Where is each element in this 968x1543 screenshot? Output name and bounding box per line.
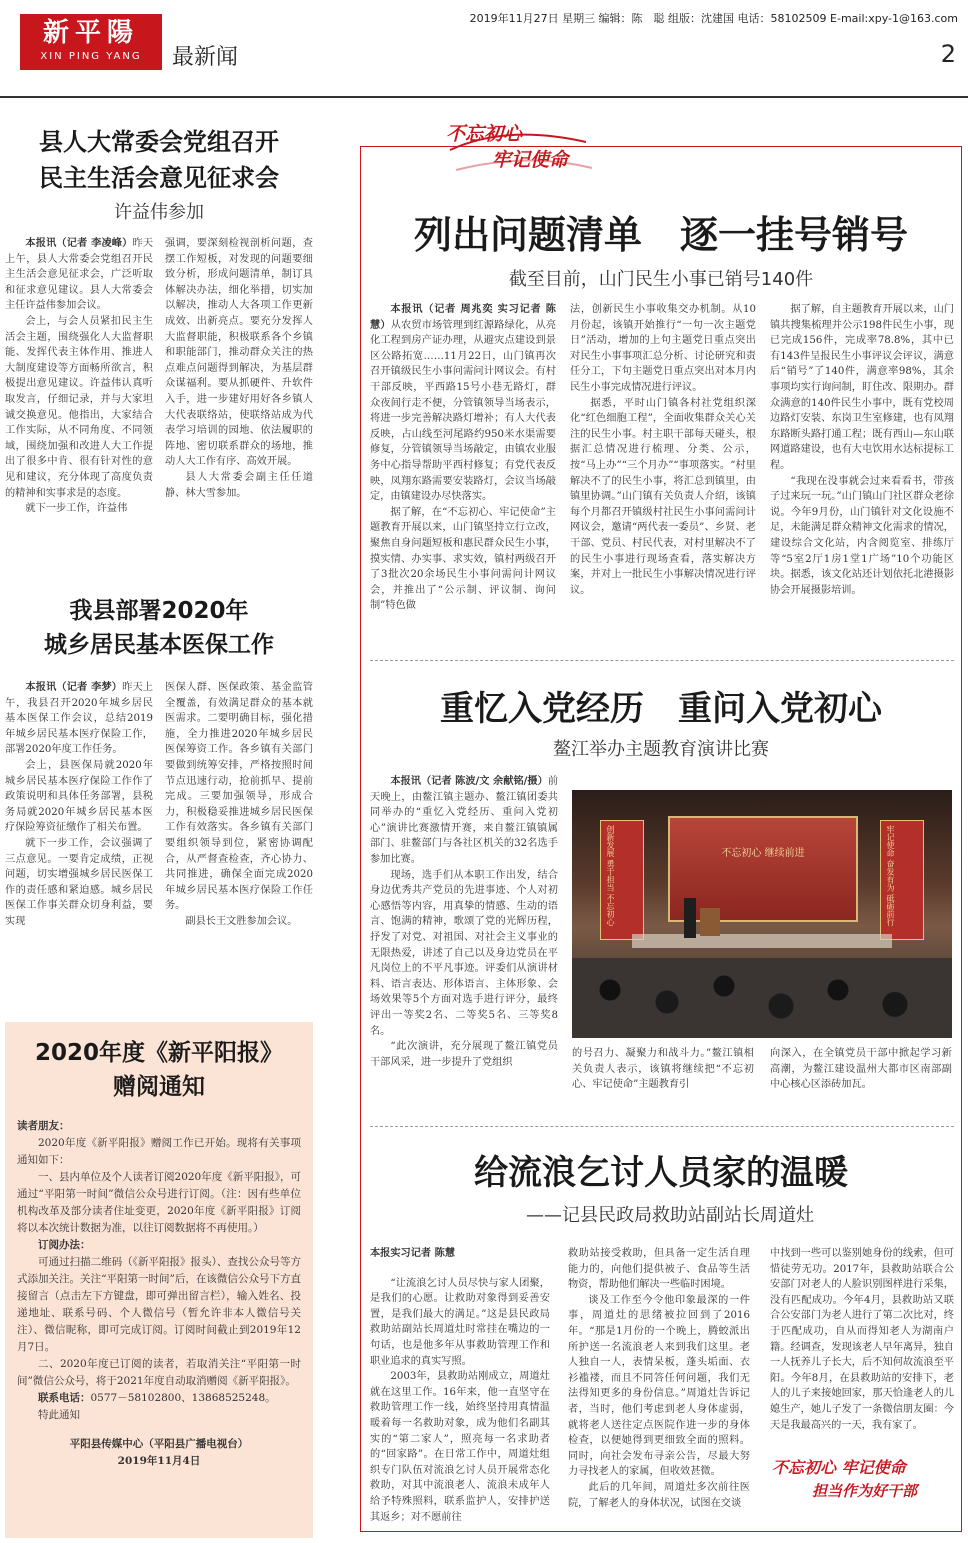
header-rule [0, 96, 968, 98]
text: 前天晚上，由鳌江镇主题办、鳌江镇团委共同举办的“重忆入党经历、重问入党初心”演讲比赛激情开赛，来自鳌江镇镇属部门、驻鳌部门与各社区机关的32名选手参加比赛。 [370, 776, 558, 865]
paragraph: 就下一步工作，许益伟 [25, 503, 128, 515]
paragraph: 可通过扫描二维码（《新平阳报》报头）、查找公众号等方式添加关注。关注“平阳第一时间”后，在该微信公众号下方直接留言（点击左下方键盘，即可弹出留言栏），输入姓名、投递地址、联系号码、个人微信号（暂允许非本人微信号关注）、微信昵称，即可完成订阅。订阅时间截止到2019年12月7日。 [17, 1256, 301, 1353]
right-banner [880, 820, 924, 940]
paragraph: 2003年，县救助站刚成立，周道灶就在这里工作。16年来，他一直坚守在救助管理工作一线，始终坚持用真情温暖着每一名救助对象，成为他们名副其实的“第二家人”，照亮每一名求助者的“回家路”。在日常工作中，周道灶组织专门队伍对流浪乞讨人员开展常态化救助，对其中流浪老人、流浪未成年人给予特殊照料，联系监护人，安排护送其返乡；对不愿前往 [370, 1371, 550, 1523]
bottom-stamp-line1: 不忘初心 牢记使命 [772, 1458, 906, 1477]
article5-col1 [370, 1246, 550, 1528]
notice-body [5, 1104, 313, 1470]
divider [370, 1126, 954, 1127]
stage-banner-text: 不忘初心 继续前进 [721, 848, 805, 859]
article5-headline: 给流浪乞讨人员家的温暖 [474, 1153, 848, 1193]
paragraph: 会上，与会人员紧扣民主生活会主题，围绕强化人大监督职能、发挥代表主体作用、推进人大制度建设等方面畅所欲言，积极提出意见建议。许益伟认真听取发言，仔细记录，并与大家坦诚交换意见。他指出，大家结合工作实际，从不同角度、不同领域，围绕加强和改进人大工作提出了很多中肯、很有针对性的意见和建议，充分体现了高度负责的精神和实事求是的态度。 [5, 315, 153, 499]
article3-headline: 列出问题清单 逐一挂号销号 [413, 213, 908, 257]
article4-headline: 重忆入党经历 重问入党初心 [440, 689, 882, 729]
paragraph: 向深入，在全镇党员干部中掀起学习新高潮，为鳌江建设温州大都市区南部副中心核心区添砖加瓦。 [770, 1048, 952, 1091]
article1-headline-line2: 民主生活会意见征求会 [39, 164, 279, 192]
article2-headline-line1: 我县部署2020年 [69, 598, 249, 624]
paragraph [5, 680, 153, 758]
paragraph: 中找到一些可以鉴别她身份的线索，但可惜徒劳无功。2017年，县救助站联合公安部门对老人的人脸识别图样进行采集，没有匹配成功。今年4月，县救助站又联合公安部门为老人进行了第二次比对，终于匹配成功，自从而得知老人为湖南户籍。经调查，发现该老人早年离异，独自一人抚养儿子长大，后不知何故流浪至平阳。今年8月，在县救助站的安排下，老人的儿子来接她回家，那天恰逢老人的儿媳生产，她儿子发了一条微信朋友圈：今天是我最高兴的一天，我有家了。 [770, 1248, 954, 1431]
article2-col1 [5, 680, 153, 980]
article5-col3 [770, 1246, 954, 1446]
paragraph: 法，创新民生小事收集交办机制。从10月份起，该镇开始推行“一句一次主题党日”活动，增加的上句主题党日重点突出对民生小事事项汇总分析、讨论研究和责任分工，下句主题党日重点突出对本月内民生小事完成情况进行评议。 [570, 304, 756, 393]
article4-col2 [572, 1046, 754, 1106]
article1-headline-line1: 县人大常委会党组召开 [39, 128, 279, 156]
paragraph: 2020年度《新平阳报》赠阅工作已开始。现将有关事项通知如下： [17, 1137, 301, 1166]
paragraph: 副县长王文胜参加会议。 [185, 915, 298, 927]
paragraph: 县人大常委会副主任任道静、林大雪参加。 [165, 471, 313, 499]
text: 昨天上午，我县召开2020年城乡居民基本医保工作会议，总结2019年城乡居民基本医疗保险工作，部署2020年度工作任务。 [5, 682, 153, 756]
article4-subhead: 鳌江举办主题教育演讲比赛 [553, 739, 769, 760]
paragraph: “此次演讲，充分展现了鳌江镇党员干部风采，进一步提升了党组织 [370, 1041, 558, 1068]
contact-label: 联系电话： [38, 1392, 91, 1404]
subscription-notice [5, 1022, 313, 1538]
logo-english: XIN PING YANG [40, 51, 142, 62]
paragraph: 现场，选手们从本职工作出发，结合身边优秀共产党员的先进事迹、个人对初心感悟等内容，用真挚的情感、生动的语言、饱满的精神，歌颂了党的光辉历程，抒发了对党、对祖国、对社会主义事业的无限热爱，讲述了自己以及身边党员在平凡岗位上的不平凡事迹。评委们从演讲材料、语言表达、形体语言、主体形象、会场效果等5个方面对选手进行评分，最终评出一等奖2名、二等奖5名、三等奖8名。 [370, 869, 558, 1037]
lead: 本报讯（记者 李梦） [25, 681, 123, 693]
notice-title-line1: 2020年度《新平阳报》 [34, 1040, 283, 1066]
article2-col2 [165, 680, 313, 980]
paragraph: 强调，要深刻检视剖析问题，查摆工作短板，对发现的问题要细致分析，形成问题清单，制订具体解决办法，细化举措，切实加以解决，推动人大各项工作更新成效、出新亮点。要充分发挥人大监督职能，积极联系各个乡镇和职能部门，推动群众关注的热点难点问题得到解决，为基层群众谋福利。要从抓硬件、升软件入手，进一步建好用好各乡镇人大代表联络站，使联络站成为代表学习培训的园地、依法履职的阵地、密切联系群众的场地，推动人大工作有序、高效开展。 [165, 238, 313, 468]
paragraph: “让流浪乞讨人员尽快与家人团聚，是我们的心愿。让救助对象得到妥善安置，是我们最大的满足。”这是县民政局救助站副站长周道灶时常挂在嘴边的一句话，也是他多年从事救助管理工作和职业追求的真实写照。 [370, 1277, 550, 1367]
bottom-stamp-line2: 担当作为好干部 [812, 1482, 918, 1500]
article3-col2 [570, 302, 756, 638]
notice-subheading: 订阅办法： [38, 1239, 91, 1251]
paragraph: 会上，县医保局就2020年城乡居民基本医疗保险工作作了政策说明和具体任务部署，县税务局就2020年城乡居民基本医疗保险筹资征缴作了相关布置。 [5, 759, 153, 834]
article3-col3 [770, 302, 954, 638]
notice-date: 2019年11月4日 [117, 1455, 201, 1467]
paragraph [370, 774, 558, 868]
stamp-line2: 牢记使命 [492, 149, 569, 171]
paragraph: 救助站接受救助，但具备一定生活自理能力的，向他们提供被子、食品等生活物资，帮助他们解决一些临时困境。 [568, 1248, 750, 1291]
speech-contest-photo [572, 790, 952, 1038]
right-banner-text: 牢记使命 奋发有为 砥砺前行 [886, 825, 895, 927]
notice-organization: 平阳县传媒中心（平阳县广播电视台） [69, 1438, 249, 1450]
notice-closing: 特此通知 [38, 1409, 80, 1421]
paragraph: “我现在没事就会过来看看书，带孩子过来玩一玩。”山门镇山门社区群众老徐说。今年9月份，山门镇针对文化设施不足，未能满足群众精神文化需求的情况，建设综合文化站，内含阅览室、排练厅等“5室2厅1房1堂1广场”10个功能区块。据悉，该文化站还计划依托北港摄影协会开展摄影培训。 [770, 475, 954, 596]
article3-col1 [370, 302, 556, 638]
article5-col2 [568, 1246, 750, 1528]
paragraph: 据了解，在“不忘初心、牢记使命”主题教育开展以来，山门镇坚持立行立改，聚焦自身问题短板和惠民群众民生小事，摸实情、办实事、求实效，镇村两级召开了3批次20余场民生小事问需问计网议会，并推出了“公示制、评议制、询问制”特色做 [370, 506, 556, 612]
notice-title-line2: 赠阅通知 [113, 1074, 205, 1100]
article4-col1 [370, 774, 558, 1104]
notice-greeting: 读者朋友： [17, 1120, 70, 1132]
paragraph: 据了解，自主题教育开展以来，山门镇共搜集梳理并公示198件民生小事，现已完成156件，完成率78.8%，其中已有143件呈报民生小事评议会评议，满意后“销号”了140件，满意率98%，其余事项均实行询问制，盯住改、限期办。群众满意的140件民生小事中，既有党校周边路灯安装、东岗卫生室修建，也有凤翔东路断头路打通工程；既有西山—东山联网道路建设，也有大屯饮用水达标提标工程。 [770, 304, 954, 471]
article1-subhead: 许益伟参加 [114, 202, 204, 223]
header-info: 2019年11月27日 星期三 编辑：陈 聪 组版：沈建国 电话：58102509 E-mail:xpy-1@163.com [469, 12, 958, 25]
lead: 本报讯（记者 李凌峰） [25, 237, 133, 249]
lead: 本报讯（记者 陈波/文 余献铭/摄） [390, 775, 548, 787]
masthead-logo [20, 14, 162, 70]
section-name: 最新闻 [172, 45, 239, 70]
speaker-figure [684, 898, 696, 938]
article2-headline [6, 594, 312, 662]
article2-headline-line2: 城乡居民基本医保工作 [44, 632, 274, 658]
article5-subhead: ——记县民政局救助站副站长周道灶 [526, 1205, 814, 1226]
paragraph [5, 236, 153, 314]
audience [572, 958, 952, 1038]
paragraph: 此后的几年间，周道灶多次前往医院，了解老人的身体状况，试图在交谈 [568, 1481, 750, 1509]
paragraph: 的号召力、凝聚力和战斗力。”鳌江镇相关负责人表示，该镇将继续把“不忘初心、牢记使命”主题教育引 [572, 1048, 754, 1091]
paragraph: 二、2020年度已订阅的读者，若取消关注“平阳第一时间”微信公众号，将于2021年度自动取消赠阅《新平阳报》。 [17, 1358, 301, 1387]
bottom-theme-stamp [772, 1456, 952, 1516]
paragraph [370, 302, 556, 505]
stamp-line1: 不忘初心 [446, 123, 523, 145]
podium [700, 908, 720, 936]
divider [370, 660, 954, 661]
theme-stamp [446, 120, 596, 176]
lead: 本报讯（记者 周兆奕 实习记者 陈慧） [370, 303, 556, 331]
article1-headline [6, 124, 312, 196]
notice-title [5, 1022, 313, 1104]
article3-subhead: 截至目前，山门民生小事已销号140件 [508, 269, 814, 290]
paragraph: 据悉，平时山门镇各村社党组织深化“红色细胞工程”，全面收集群众关心关注的民生小事。村主职干部每天碰头，根据汇总情况进行梳理、分类、公示，按“马上办”“三个月办”“事项落实。“村里解决不了的民生小事，将汇总到镇里，由镇里协调。”山门镇有关负责人介绍，该镇每个月都召开镇级村社民生小事问需问计网议会，邀请“两代表一委员”、乡贤、老干部、党员、村民代表，对村里解决不了的民生小事进行现场查看，落实解决方案，并对上一批民生小事解决情况进行评议。 [570, 397, 756, 596]
stage-screen [668, 816, 858, 922]
left-banner [600, 820, 644, 940]
stage-edge [632, 934, 892, 948]
paragraph: 一、县内单位及个人读者订阅2020年度《新平阳报》，可通过“平阳第一时间”微信公众号进行订阅。（注：因有些单位机构改革及部分读者住址变更，2020年度《新平阳报》订阅将以本次统计数据为准，以往订阅数据将不再使用。） [17, 1171, 301, 1234]
text: 从农贸市场管理到红源路绿化，从亮化工程到房产证办理，从避灾点建设到景区公路拓宽……11月22日，山门镇再次召开镇级民生小事问需问计网议会。有村干部反映，平西路15号小巷无路灯，群众夜间行走不便，分管镇领导当场表示，将进一步完善解决路灯增补；有人大代表反映，占山线至河尾路约950米水渠需要修复，分管镇领导当场敲定，由镇农业服务中心指导帮助平西村修复；有党代表反映，凤翔东路需要安装路灯，会议当场敲定，由镇建设办尽快落实。 [370, 319, 556, 503]
paragraph: 医保人群、医保政策、基金监管全覆盖，有效满足群众的基本就医需求。二要明确目标，强化措施，全力推进2020年城乡居民医保筹资工作。各乡镇有关部门要做到统筹安排，严格按照时间节点迅速行动，抢前抓早、提前完成。三要加强领导，形成合力，积极稳妥推进城乡居民医保工作有效落实。各乡镇有关部门要组织领导到位，紧密协调配合，从严督查检查，齐心协力、共同推进，确保全面完成2020年城乡居民基本医疗保险工作任务。 [165, 682, 313, 912]
notice-contact [17, 1390, 301, 1407]
left-banner-text: 创新发展 勇于担当 不忘初心 [606, 825, 615, 927]
paragraph: 就下一步工作，会议强调了三点意见。一要肯定成绩，正视问题，切实增强城乡居民医保工作的责任感和紧迫感。城乡居民医保工作事关群众切身利益，要实现 [5, 837, 153, 927]
article4-col3 [770, 1046, 952, 1106]
page-number: 2 [940, 40, 956, 68]
logo-chinese: 新平陽 [42, 18, 139, 48]
article1-col1 [5, 236, 153, 566]
article1-col2 [165, 236, 313, 566]
contact-value: 0577－58102800、13868525248。 [90, 1392, 276, 1404]
paragraph: 谈及工作至今令他印象最深的一件事，周道灶的思绪被拉回到了2016年。“那是1月份的一个晚上，腾蛟派出所护送一名流浪老人来到我们这里。老人独自一人，表情呆板，蓬头垢面、衣衫褴褛，而且不同答任何问题，我们无法得知更多的身份信息。”周道灶告诉记者，当时，他们考虑到老人身体虚弱，就将老人送往定点医院作进一步的身体检查，以便她得到更细致全面的照料。同时，向社会发布寻亲公告，尽最大努力寻找老人的家属，但收效甚微。 [568, 1294, 750, 1478]
text: 昨天上午，县人大常委会党组召开民主生活会意见征求会，广泛听取和征求意见建议。县人大常委会主任许益伟参加会议。 [5, 238, 153, 312]
article5-byline: 本报实习记者 陈慧 [370, 1247, 456, 1259]
